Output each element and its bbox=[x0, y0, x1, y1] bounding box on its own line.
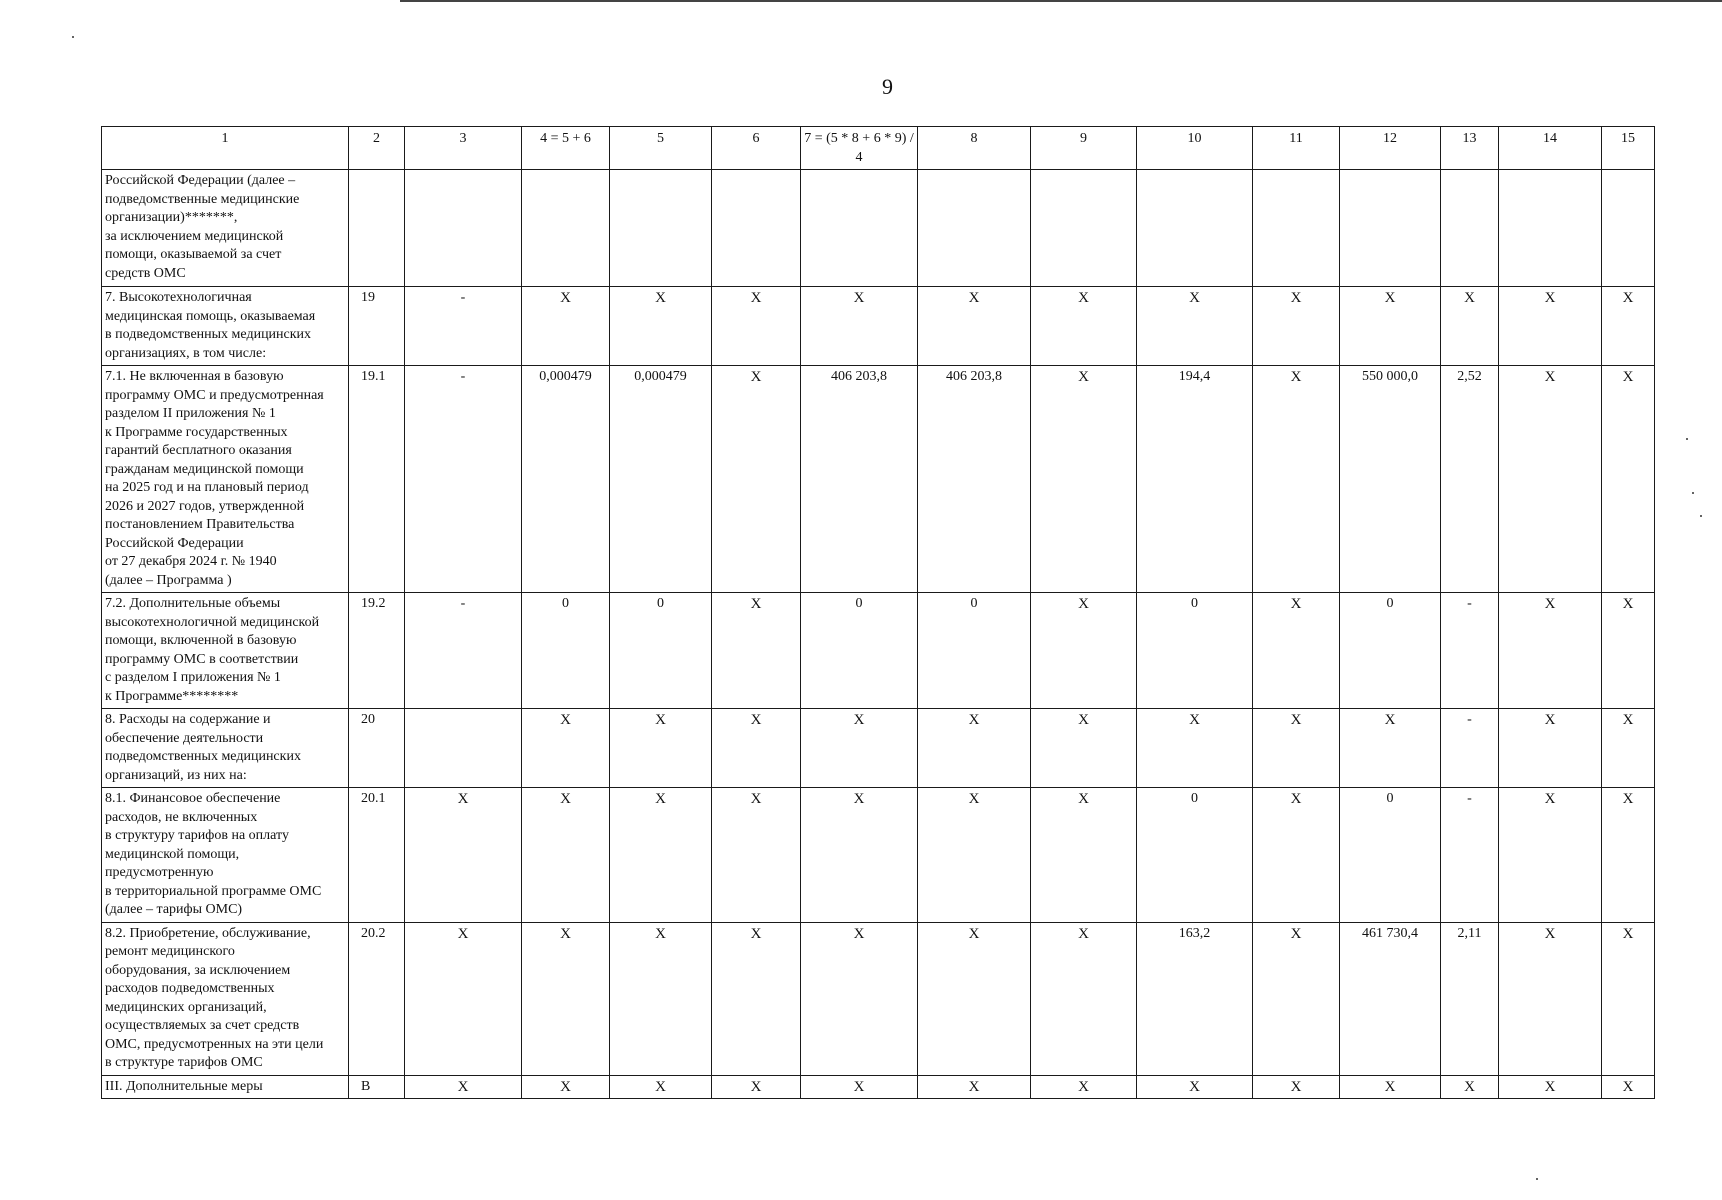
table-cell: 2,11 bbox=[1441, 922, 1499, 1075]
table-cell: X bbox=[1602, 593, 1655, 709]
table-cell: X bbox=[1602, 366, 1655, 593]
table-cell bbox=[610, 170, 712, 287]
table-cell: - bbox=[1441, 709, 1499, 788]
table-cell: X bbox=[1031, 593, 1137, 709]
table-cell: X bbox=[918, 1075, 1031, 1099]
col-header: 6 bbox=[712, 127, 801, 170]
table-cell: X bbox=[1499, 287, 1602, 366]
table-cell: X bbox=[712, 366, 801, 593]
table-cell: - bbox=[1441, 593, 1499, 709]
row-description: 8. Расходы на содержание и обеспечение деятельности подведомственных медицинских организаций, из них на: bbox=[102, 709, 349, 788]
table-row bbox=[102, 922, 1655, 1075]
table-row bbox=[102, 593, 1655, 709]
table-cell: X bbox=[1253, 922, 1340, 1075]
col-header: 14 bbox=[1499, 127, 1602, 170]
table-cell: 550 000,0 bbox=[1340, 366, 1441, 593]
table-cell: 2,52 bbox=[1441, 366, 1499, 593]
table-cell: X bbox=[610, 1075, 712, 1099]
table-cell: X bbox=[1137, 1075, 1253, 1099]
row-code bbox=[349, 170, 405, 287]
col-header: 2 bbox=[349, 127, 405, 170]
row-description: 8.2. Приобретение, обслуживание, ремонт медицинского оборудования, за исключением расходов подведомственных медицинских организаций, осуществляемых за счет средств ОМС, предусмотренных на эти цели в структуре тарифов ОМС bbox=[102, 922, 349, 1075]
header-row bbox=[102, 127, 1655, 170]
table-cell bbox=[1441, 170, 1499, 287]
table-cell: X bbox=[1499, 366, 1602, 593]
col-header: 5 bbox=[610, 127, 712, 170]
table-row bbox=[102, 366, 1655, 593]
table-cell: - bbox=[405, 593, 522, 709]
table-cell: 0 bbox=[1340, 593, 1441, 709]
table-row bbox=[102, 287, 1655, 366]
row-description: 7.2. Дополнительные объемы высокотехнологичной медицинской помощи, включенной в базовую программу ОМС в соответствии с разделом I приложения № 1 к Программе******** bbox=[102, 593, 349, 709]
table-cell: X bbox=[712, 788, 801, 923]
table-cell: X bbox=[801, 287, 918, 366]
table-cell: X bbox=[801, 709, 918, 788]
col-header: 12 bbox=[1340, 127, 1441, 170]
col-header: 8 bbox=[918, 127, 1031, 170]
table-cell: X bbox=[1499, 922, 1602, 1075]
table-cell bbox=[405, 170, 522, 287]
table-cell: X bbox=[918, 709, 1031, 788]
table-cell: 0 bbox=[1137, 788, 1253, 923]
table-cell: X bbox=[1499, 709, 1602, 788]
table-cell: 0,000479 bbox=[610, 366, 712, 593]
table-cell: X bbox=[1602, 287, 1655, 366]
table-cell: X bbox=[1031, 287, 1137, 366]
scan-speck bbox=[72, 36, 74, 38]
row-code: 19.2 bbox=[349, 593, 405, 709]
table-cell: 0,000479 bbox=[522, 366, 610, 593]
table-cell: X bbox=[1441, 287, 1499, 366]
col-header: 7 = (5 * 8 + 6 * 9) / 4 bbox=[801, 127, 918, 170]
table-cell: X bbox=[1602, 788, 1655, 923]
col-header: 9 bbox=[1031, 127, 1137, 170]
table-cell: X bbox=[1602, 709, 1655, 788]
table-cell: X bbox=[1253, 593, 1340, 709]
table-body bbox=[102, 170, 1655, 1099]
budget-table-container bbox=[101, 126, 1655, 1099]
table-cell bbox=[1340, 170, 1441, 287]
table-cell bbox=[1499, 170, 1602, 287]
table-cell: X bbox=[1340, 287, 1441, 366]
scan-speck bbox=[1536, 1178, 1538, 1180]
table-cell: X bbox=[1602, 922, 1655, 1075]
table-cell: 194,4 bbox=[1137, 366, 1253, 593]
table-cell: X bbox=[1253, 366, 1340, 593]
table-cell: X bbox=[1137, 287, 1253, 366]
scan-speck bbox=[1700, 515, 1702, 517]
table-cell: X bbox=[1602, 1075, 1655, 1099]
table-cell: X bbox=[1499, 1075, 1602, 1099]
table-cell: - bbox=[1441, 788, 1499, 923]
row-description: Российской Федерации (далее – подведомственные медицинские организации)*******, за исключением медицинской помощи, оказываемой за счет средств ОМС bbox=[102, 170, 349, 287]
table-cell: X bbox=[1340, 709, 1441, 788]
table-cell: X bbox=[918, 788, 1031, 923]
table-cell: X bbox=[522, 1075, 610, 1099]
table-cell: X bbox=[1031, 922, 1137, 1075]
col-header: 13 bbox=[1441, 127, 1499, 170]
table-cell bbox=[405, 709, 522, 788]
scan-edge-line bbox=[400, 0, 1722, 2]
table-cell: - bbox=[405, 287, 522, 366]
table-cell: X bbox=[1253, 287, 1340, 366]
row-code: 20 bbox=[349, 709, 405, 788]
table-cell: 163,2 bbox=[1137, 922, 1253, 1075]
table-cell: 406 203,8 bbox=[918, 366, 1031, 593]
col-header: 15 bbox=[1602, 127, 1655, 170]
table-cell bbox=[1031, 170, 1137, 287]
col-header: 4 = 5 + 6 bbox=[522, 127, 610, 170]
table-cell bbox=[712, 170, 801, 287]
table-cell bbox=[1137, 170, 1253, 287]
row-code: 20.2 bbox=[349, 922, 405, 1075]
row-description: 7. Высокотехнологичная медицинская помощь, оказываемая в подведомственных медицинских организациях, в том числе: bbox=[102, 287, 349, 366]
table-cell: X bbox=[522, 709, 610, 788]
row-code: В bbox=[349, 1075, 405, 1099]
table-cell bbox=[1253, 170, 1340, 287]
table-cell: X bbox=[610, 709, 712, 788]
row-code: 19 bbox=[349, 287, 405, 366]
table-cell: X bbox=[712, 287, 801, 366]
table-cell: X bbox=[405, 922, 522, 1075]
table-cell bbox=[1602, 170, 1655, 287]
table-cell: X bbox=[1441, 1075, 1499, 1099]
table-row bbox=[102, 788, 1655, 923]
row-description: III. Дополнительные меры bbox=[102, 1075, 349, 1099]
table-cell: 0 bbox=[610, 593, 712, 709]
table-cell: X bbox=[1253, 1075, 1340, 1099]
table-cell: X bbox=[1031, 1075, 1137, 1099]
table-cell: X bbox=[801, 922, 918, 1075]
table-cell: X bbox=[610, 922, 712, 1075]
table-cell: 0 bbox=[918, 593, 1031, 709]
table-cell: 0 bbox=[1340, 788, 1441, 923]
budget-table bbox=[101, 126, 1655, 1099]
table-cell: X bbox=[1137, 709, 1253, 788]
table-cell: X bbox=[610, 287, 712, 366]
table-cell: X bbox=[1031, 788, 1137, 923]
table-cell: X bbox=[712, 1075, 801, 1099]
table-cell: 461 730,4 bbox=[1340, 922, 1441, 1075]
table-cell: X bbox=[801, 788, 918, 923]
table-cell: X bbox=[522, 287, 610, 366]
table-cell bbox=[522, 170, 610, 287]
scan-speck bbox=[1686, 438, 1688, 440]
table-cell: X bbox=[522, 922, 610, 1075]
col-header: 10 bbox=[1137, 127, 1253, 170]
scan-speck bbox=[1692, 492, 1694, 494]
row-description: 8.1. Финансовое обеспечение расходов, не включенных в структуру тарифов на оплату медицинской помощи, предусмотренную в территориальной программе ОМС (далее – тарифы ОМС) bbox=[102, 788, 349, 923]
col-header: 1 bbox=[102, 127, 349, 170]
row-code: 20.1 bbox=[349, 788, 405, 923]
table-cell: X bbox=[405, 788, 522, 923]
table-cell bbox=[801, 170, 918, 287]
table-row bbox=[102, 170, 1655, 287]
page-number: 9 bbox=[882, 74, 893, 99]
table-cell: X bbox=[405, 1075, 522, 1099]
table-cell: X bbox=[1253, 788, 1340, 923]
table-cell: X bbox=[1253, 709, 1340, 788]
table-cell: - bbox=[405, 366, 522, 593]
table-cell bbox=[918, 170, 1031, 287]
table-cell: 0 bbox=[801, 593, 918, 709]
table-cell: X bbox=[610, 788, 712, 923]
table-cell: X bbox=[918, 287, 1031, 366]
table-cell: X bbox=[801, 1075, 918, 1099]
table-cell: X bbox=[918, 922, 1031, 1075]
col-header: 3 bbox=[405, 127, 522, 170]
table-row bbox=[102, 709, 1655, 788]
table-cell: 0 bbox=[1137, 593, 1253, 709]
row-code: 19.1 bbox=[349, 366, 405, 593]
table-cell: 406 203,8 bbox=[801, 366, 918, 593]
table-cell: X bbox=[1499, 593, 1602, 709]
table-cell: X bbox=[1340, 1075, 1441, 1099]
table-cell: X bbox=[1031, 709, 1137, 788]
table-cell: 0 bbox=[522, 593, 610, 709]
table-cell: X bbox=[712, 922, 801, 1075]
col-header: 11 bbox=[1253, 127, 1340, 170]
table-cell: X bbox=[522, 788, 610, 923]
table-row bbox=[102, 1075, 1655, 1099]
table-cell: X bbox=[1031, 366, 1137, 593]
row-description: 7.1. Не включенная в базовую программу ОМС и предусмотренная разделом II приложения № 1 к Программе государственных гарантий бесплатного оказания гражданам медицинской помощи на 2025 год и на плановый период 2026 и 2027 годов, утвержденной постановлением Правительства Российской Федерации от 27 декабря 2024 г. № 1940 (далее – Программа ) bbox=[102, 366, 349, 593]
table-cell: X bbox=[1499, 788, 1602, 923]
table-cell: X bbox=[712, 593, 801, 709]
table-cell: X bbox=[712, 709, 801, 788]
